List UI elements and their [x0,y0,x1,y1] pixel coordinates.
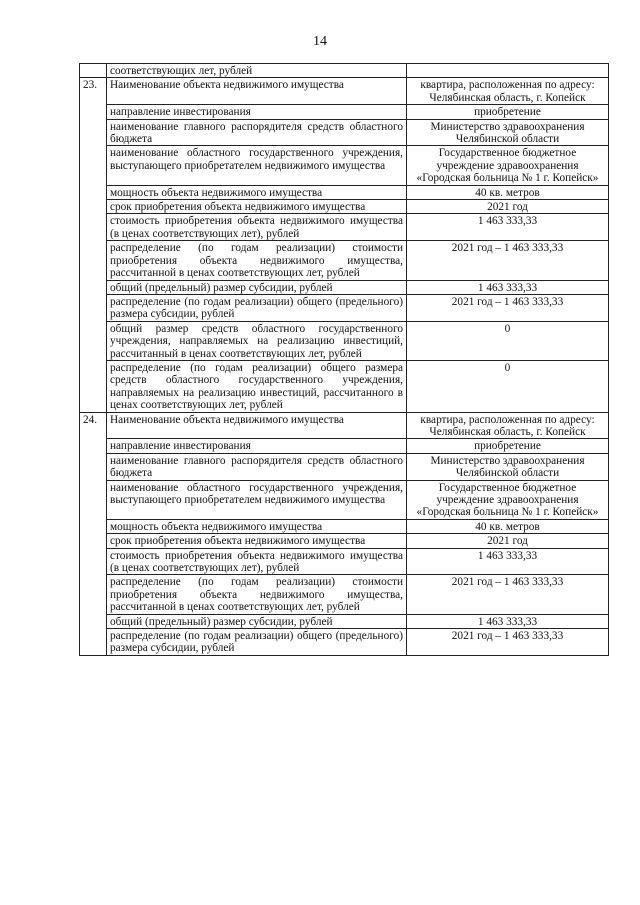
table-row [80,534,609,548]
row-value: приобретение [407,439,609,453]
row-value: Министерство здравоохранения Челябинской области [407,119,609,146]
table-row [80,453,609,480]
row-value: 1 463 333,33 [407,548,609,575]
row-value: 2021 год – 1 463 333,33 [407,629,609,656]
row-label: срок приобретения объекта недвижимого имущества [107,534,407,548]
row-value: 40 кв. метров [407,519,609,533]
row-label: мощность объекта недвижимого имущества [107,185,407,199]
row-value: 0 [407,360,609,412]
row-label: наименование областного государственного учреждения, выступающего приобретателем недвижимого имущества [107,480,407,519]
row-value: Государственное бюджетное учреждение здравоохранения «Городская больница № 1 г. Копейск» [407,146,609,185]
table-row [80,78,609,105]
table-row [80,360,609,412]
investment-table-body [80,64,609,656]
row-label: стоимость приобретения объекта недвижимого имущества (в ценах соответствующих лет), рублей [107,214,407,241]
table-row [80,519,609,533]
table-row [80,294,609,321]
row-label: направление инвестирования [107,439,407,453]
table-row [80,105,609,119]
table-row [80,185,609,199]
row-value: 1 463 333,33 [407,280,609,294]
row-label: стоимость приобретения объекта недвижимого имущества (в ценах соответствующих лет), рублей [107,548,407,575]
table-row [80,575,609,614]
table-row [80,614,609,628]
row-value: квартира, расположенная по адресу: Челябинская область, г. Копейск [407,78,609,105]
row-label: общий (предельный) размер субсидии, рублей [107,614,407,628]
investment-table [79,63,609,656]
table-row [80,146,609,185]
table-row [80,64,609,78]
row-value: 1 463 333,33 [407,214,609,241]
row-value: 0 [407,321,609,360]
page-number: 14 [313,34,327,49]
table-row [80,214,609,241]
table-row [80,241,609,280]
table-row [80,548,609,575]
row-label: мощность объекта недвижимого имущества [107,519,407,533]
row-label: распределение (по годам реализации) общего (предельного) размера субсидии, рублей [107,629,407,656]
row-value: 2021 год – 1 463 333,33 [407,294,609,321]
row-value: 1 463 333,33 [407,614,609,628]
row-value: 2021 год – 1 463 333,33 [407,575,609,614]
row-label: срок приобретения объекта недвижимого имущества [107,200,407,214]
entry-number: 23. [80,78,107,412]
row-label: распределение (по годам реализации) общего (предельного) размера субсидии, рублей [107,294,407,321]
table-row [80,321,609,360]
row-label: Наименование объекта недвижимого имущества [107,78,407,105]
row-value: 2021 год [407,534,609,548]
table-row [80,480,609,519]
row-value: Министерство здравоохранения Челябинской области [407,453,609,480]
row-value: 2021 год – 1 463 333,33 [407,241,609,280]
row-label: общий размер средств областного государственного учреждения, направляемых на реализацию инвестиций, рассчитанный в ценах соответствующих лет, рублей [107,321,407,360]
row-label: Наименование объекта недвижимого имущества [107,412,407,439]
row-value: Государственное бюджетное учреждение здравоохранения «Городская больница № 1 г. Копейск» [407,480,609,519]
table-row [80,280,609,294]
entry-number: 24. [80,412,107,655]
table-row [80,412,609,439]
row-label: распределение (по годам реализации) стоимости приобретения объекта недвижимого имущества, рассчитанной в ценах соответствующих лет, рублей [107,241,407,280]
table-row [80,119,609,146]
row-label: наименование главного распорядителя средств областного бюджета [107,453,407,480]
row-label: направление инвестирования [107,105,407,119]
row-label: наименование областного государственного учреждения, выступающего приобретателем недвижимого имущества [107,146,407,185]
row-value: 40 кв. метров [407,185,609,199]
row-label: соответствующих лет, рублей [107,64,407,78]
row-label: распределение (по годам реализации) стоимости приобретения объекта недвижимого имущества, рассчитанной в ценах соответствующих лет, рублей [107,575,407,614]
row-value: квартира, расположенная по адресу: Челябинская область, г. Копейск [407,412,609,439]
row-value: приобретение [407,105,609,119]
table-row [80,439,609,453]
row-label: распределение (по годам реализации) общего размера средств областного государственного учреждения, направляемых на реализацию инвестиций, рассчитанного в ценах соответствующих лет, рублей [107,360,407,412]
table-row [80,629,609,656]
table-row [80,200,609,214]
row-value: 2021 год [407,200,609,214]
row-value [407,64,609,78]
entry-number-cell [80,64,107,78]
row-label: наименование главного распорядителя средств областного бюджета [107,119,407,146]
row-label: общий (предельный) размер субсидии, рублей [107,280,407,294]
